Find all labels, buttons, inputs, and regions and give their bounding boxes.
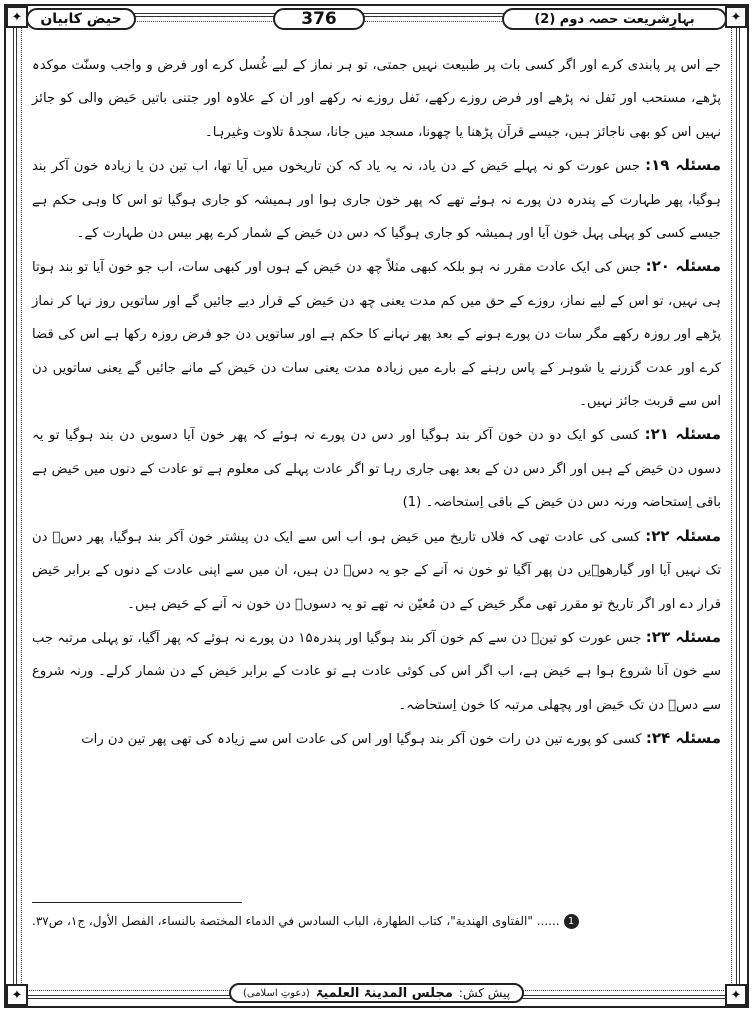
book-title: بہارِشریعت حصہ دوم (2) — [502, 8, 727, 30]
paragraph — [32, 48, 721, 149]
corner-ornament-icon: ✦ — [6, 6, 28, 28]
paragraph — [32, 520, 721, 621]
masala-label: مسئلہ ۲۲: — [645, 526, 721, 545]
page-header — [26, 6, 727, 32]
masala-label: مسئلہ ۲۰: — [645, 257, 721, 276]
paragraph-text: جے اس پر پابندی کرے اور اگر کسی بات پر طبیعت نہیں جمتی، تو ہر نماز کے لیے غُسل کرے اور فرض و واجب وسنّت موکدہ پڑھے، مستحب اور نَفل نہ پڑھے اور فرض روزے رکھے، نَفل روزے نہ رکھے اور ان کے علاوہ اور جتنی باتیں حَیض والی کو جائز نہیں اس کو بھی ناجائز ہیں، جیسے قرآن پڑھنا یا چھونا، مسجد میں جانا، سجدۂ تلاوت وغیرہا۔ — [32, 58, 721, 140]
paragraph-text: جس کی ایک عادت مقرر نہ ہو بلکہ کبھی مثلاً چھ دن حَیض کے ہوں اور کبھی سات، اب جو خون آیا تو بند ہوتا ہی نہیں، تو اس کے لیے نماز، روزے کے حق میں کم مدت یعنی چھ دن حَیض کے قرار دیے جائیں گے اور ساتویں روز نہا کر نماز پڑھے اور روزہ رکھے مگر سات دن پورے ہونے کے بعد پھر نہانے کا حکم ہے اور ساتویں دن جو فرض روزہ رکھا ہے اس کی قضا کرے اور عدت گزرنے یا شوہر کے پاس رہنے کے بارے میں زیادہ مدت یعنی سات دن حَیض کے مانے جائیں گے یعنی ساتویں دن اس سے قربت جائز نہیں۔ — [32, 260, 721, 410]
paragraph — [32, 722, 721, 756]
organization-name: (دعوتِ اسلامی) — [242, 987, 310, 999]
masala-label: مسئلہ ۲۱: — [644, 425, 721, 444]
paragraph — [32, 250, 721, 418]
paragraph — [32, 418, 721, 519]
masala-label: مسئلہ ۱۹: — [645, 156, 721, 175]
paragraph-text: کسی کو پورے تین دن رات خون آکر بند ہوگیا اور اس کی عادت اس سے زیادہ کی تھی پھر تین دن رات — [81, 732, 642, 748]
chapter-title: حیض کابیان — [26, 8, 136, 30]
paragraph — [32, 149, 721, 250]
paragraph-text: کسی کی عادت تھی کہ فلاں تاریخ میں حَیض ہو، اب اس سے ایک دن پیشتر خون آکر بند ہوگیا، پھر دسؔ دن تک نہیں آیا اور گیارھوؔیں دن پھر آگیا تو خون نہ آنے کے جو یہ دسؔ دن ہیں، ان میں سے اپنی عادت کے دنوں کے برابر حَیض قرار دے اور اگر تاریخ تو مقرر تھی مگر حَیض کے دن مُعیّن نہ تھے تو یہ دسوںؔ دن خون نہ آنے کے حَیض ہیں۔ — [32, 529, 721, 612]
page-number: 376 — [273, 8, 365, 30]
paragraph-text: جس عورت کو نہ پہلے حَیض کے دن یاد، نہ یہ یاد کہ کن تاریخوں میں آیا تھا، اب تین دن یا زیادہ خون آکر بند ہوگیا، پھر طہارت کے پندرہ دن پورے نہ ہوئے تھے کہ پھر خون جاری ہوا اور ہمیشہ کو جاری ہوگیا تو اس کا وہی حکم ہے جیسے کسی کو پہلی پہل خون آیا اور ہمیشہ کو جاری ہوگیا کہ دس دن حَیض کے شمار کرے پھر بیس دن طہارت کے۔ — [32, 159, 721, 242]
footnote-divider — [32, 902, 242, 903]
corner-ornament-icon: ✦ — [725, 6, 747, 28]
corner-ornament-icon: ✦ — [725, 984, 747, 1006]
paragraph — [32, 621, 721, 722]
footnote-dots: ...... — [536, 914, 560, 928]
main-text — [32, 48, 721, 757]
publisher-badge — [229, 983, 524, 1003]
footnote-text: "الفتاوى الهندية"، كتاب الطهارة، الباب السادس في الدماء المختصة بالنساء، الفصل الأول، ج١، ص٣٧. — [32, 914, 533, 928]
paragraph-text: جس عورت کو تینؔ دن سے کم خون آکر بند ہوگیا اور پندرہ۱۵ دن پورے نہ ہوئے کہ پھر آگیا، تو پہلی مرتبہ جب سے خون آنا شروع ہوا ہے حَیض ہے، اب اگر اس کی کوئی عادت ہے تو عادت کے برابر حَیض کے دن شمار کرلے۔ ورنہ شروع سے دسؔ دن تک حَیض اور پچھلی مرتبہ کا خون اِستحاضہ۔ — [32, 630, 721, 713]
masala-label: مسئلہ ۲۳: — [645, 627, 721, 646]
corner-ornament-icon: ✦ — [6, 984, 28, 1006]
publisher-name: مجلس المدینۃ العلمیۃ — [315, 985, 453, 1001]
footnote — [32, 910, 721, 932]
page-footer — [0, 982, 753, 1004]
footnote-marker: 1 — [564, 914, 579, 929]
footer-prefix: پیش کش: — [458, 986, 511, 1000]
paragraph-text: کسی کو ایک دو دن خون آکر بند ہوگیا اور دس دن پورے نہ ہوئے کہ پھر خون آیا دسویں دن بند ہوگیا تو یہ دسوں دن حَیض کے ہیں اور اگر دس دن کے بعد بھی جاری رہا تو اگر عادت پہلے کی معلوم ہے تو عادت کے دنوں میں حَیض ہے باقی اِستحاضہ ورنہ دس دن حَیض کے باقی اِستحاضہ۔ (1) — [32, 428, 721, 511]
masala-label: مسئلہ ۲۴: — [645, 729, 721, 748]
